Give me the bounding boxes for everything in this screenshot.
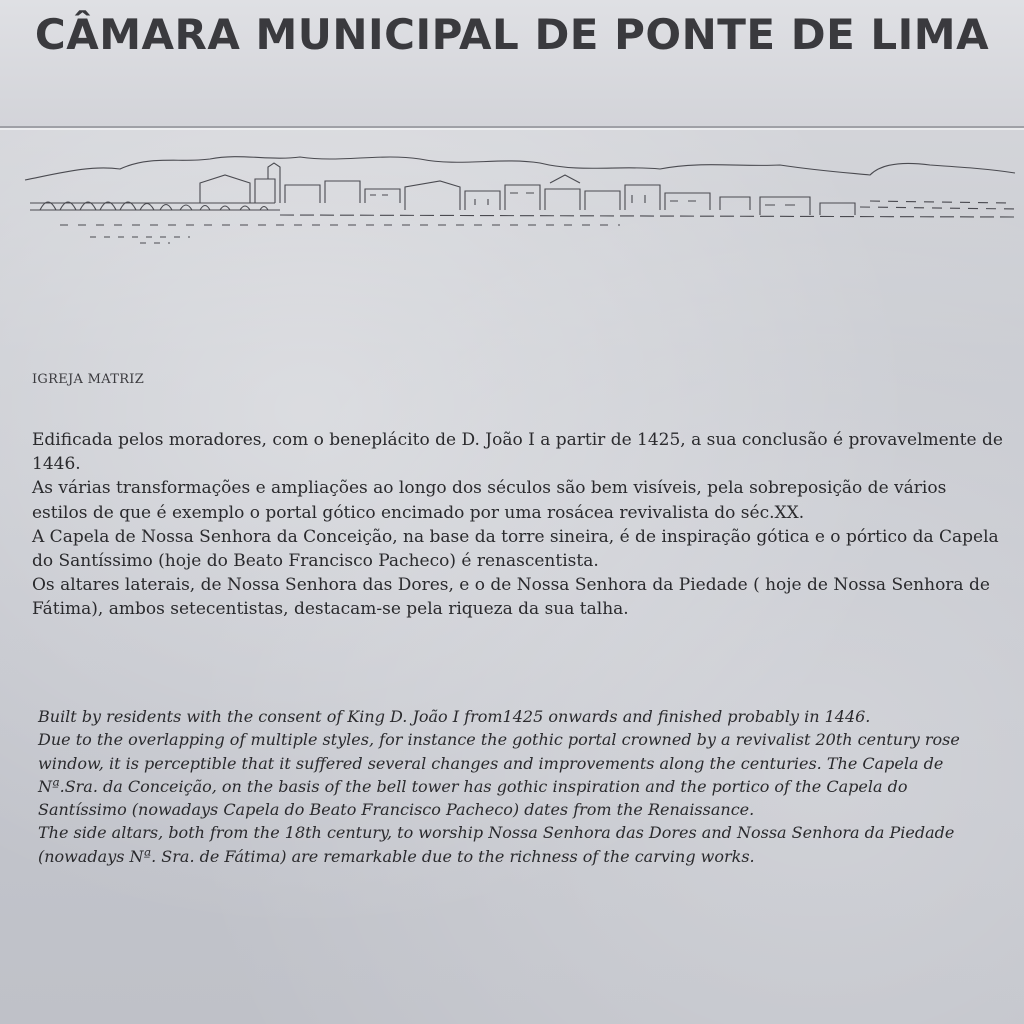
plaque-title: CÂMARA MUNICIPAL DE PONTE DE LIMA bbox=[34, 10, 990, 59]
pt-paragraph: Os altares laterais, de Nossa Senhora das Dores, e o de Nossa Senhora da Piedade ( hoje de Nossa Senhora de Fátima), ambos setecentistas, destacam-se pela riqueza da sua talha. bbox=[32, 575, 990, 620]
skyline-illustration bbox=[20, 145, 1020, 250]
en-paragraph: Due to the overlapping of multiple styles, for instance the gothic portal crowned by a revivalist 20th century rose window, it is perceptible that it suffered several changes and improvements along the centuries. The Capela de Nª.Sra. da Conceição, on the basis of the bell tower has gothic inspiration and the portico of the Capela do Santíssimo (nowadays Capela do Beato Francisco Pacheco) dates from the Renaissance. bbox=[38, 730, 960, 820]
section-label: IGREJA MATRIZ bbox=[32, 372, 145, 387]
pt-paragraph: A Capela de Nossa Senhora da Conceição, na base da torre sineira, é de inspiração gótica e o pórtico da Capela do Santíssimo (hoje do Beato Francisco Pacheco) é renascentista. bbox=[32, 526, 999, 572]
english-description bbox=[38, 705, 998, 868]
header-band bbox=[0, 0, 1024, 128]
pt-paragraph: Edificada pelos moradores, com o beneplácito de D. João I a partir de 1425, a sua conclusão é provavelmente de 1446. bbox=[32, 430, 1003, 475]
en-paragraph: Built by residents with the consent of King D. João I from1425 onwards and finished probably in 1446. bbox=[38, 707, 871, 726]
portuguese-description bbox=[32, 428, 1007, 622]
pt-paragraph: As várias transformações e ampliações ao longo dos séculos são bem visíveis, pela sobreposição de vários estilos de que é exemplo o portal gótico encimado por uma rosácea revivalista do séc.XX. bbox=[32, 478, 947, 523]
en-paragraph: The side altars, both from the 18th century, to worship Nossa Senhora das Dores and Nossa Senhora da Piedade (nowadays Nª. Sra. de Fátima) are remarkable due to the richness of the carving works. bbox=[38, 823, 955, 866]
